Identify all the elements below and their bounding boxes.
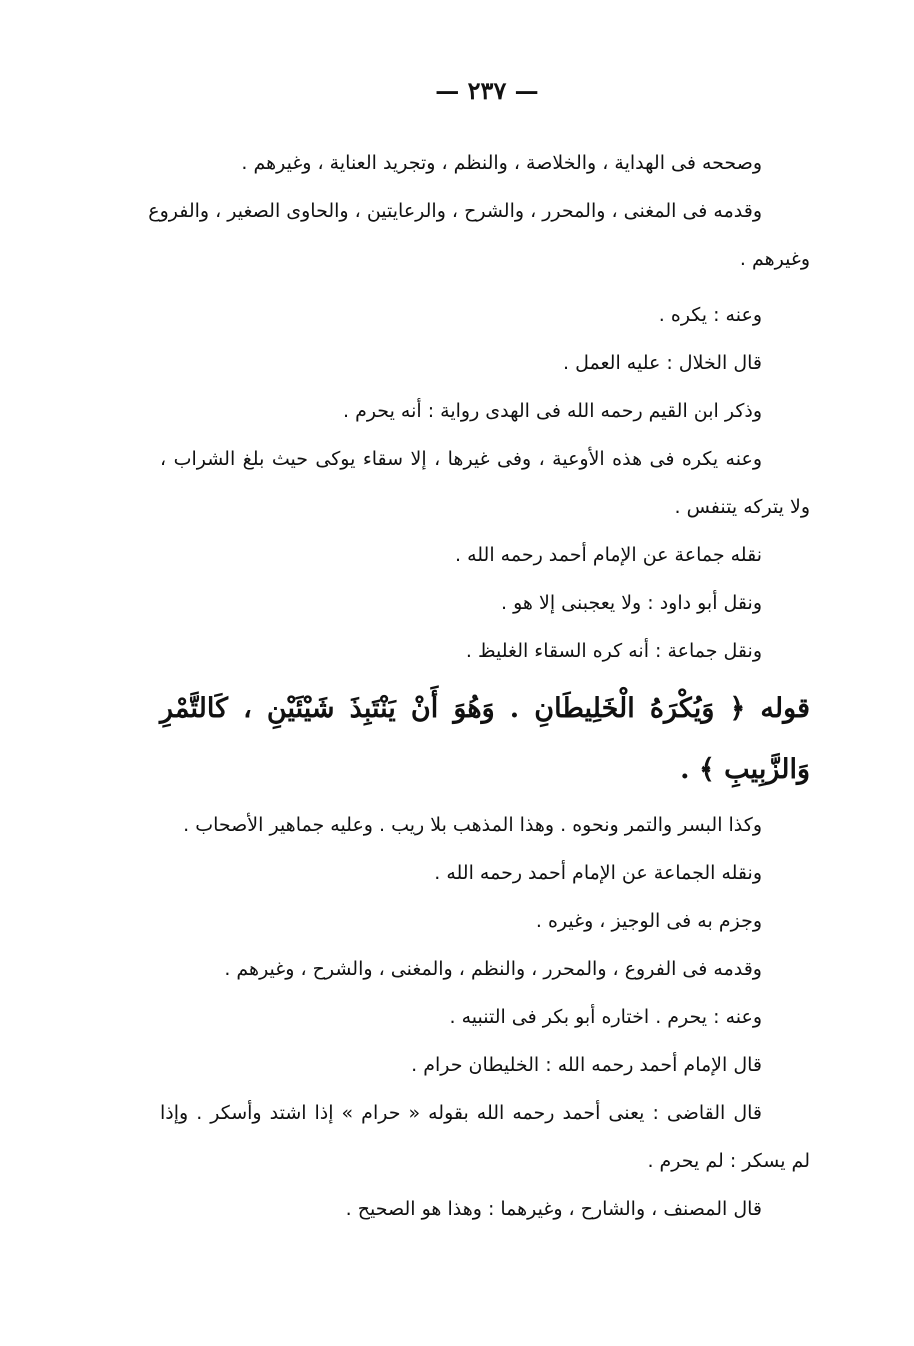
text-line: نقله جماعة عن الإمام أحمد رحمه الله . bbox=[455, 544, 762, 566]
page-number: — ٢٣٧ — bbox=[435, 76, 539, 105]
text-line: وجزم به فى الوجيز ، وغيره . bbox=[535, 910, 762, 932]
text-line: وصححه فى الهداية ، والخلاصة ، والنظم ، وتجريد العناية ، وغيرهم . bbox=[241, 152, 762, 174]
text-line: وغيرهم . bbox=[739, 248, 810, 270]
text-line: وعنه : يكره . bbox=[658, 304, 762, 326]
text-line: ونقل جماعة : أنه كره السقاء الغليظ . bbox=[465, 640, 762, 662]
text-line: وكذا البسر والتمر ونحوه . وهذا المذهب بلا ريب . وعليه جماهير الأصحاب . bbox=[183, 814, 762, 836]
text-line: وعنه : يحرم . اختاره أبو بكر فى التنبيه . bbox=[449, 1006, 762, 1028]
text-line: ونقله الجماعة عن الإمام أحمد رحمه الله . bbox=[434, 862, 762, 884]
text-line: قال المصنف ، والشارح ، وغيرهما : وهذا هو الصحيح . bbox=[345, 1198, 762, 1220]
text-line: ولا يتركه يتنفس . bbox=[674, 496, 810, 518]
text-line: وذكر ابن القيم رحمه الله فى الهدى رواية : أنه يحرم . bbox=[342, 400, 762, 422]
text-line: قال الإمام أحمد رحمه الله : الخليطان حرام . bbox=[411, 1054, 762, 1076]
text-line: وقدمه فى الفروع ، والمحرر ، والنظم ، والمغنى ، والشرح ، وغيرهم . bbox=[224, 958, 762, 980]
quoted-text-line: وَالزَّبِيبِ ﴾ . bbox=[680, 754, 810, 785]
text-line: قال الخلال : عليه العمل . bbox=[563, 352, 762, 374]
text-line: لم يسكر : لم يحرم . bbox=[647, 1150, 810, 1172]
text-line: وعنه يكره فى هذه الأوعية ، وفى غيرها ، إلا سقاء يوكى حيث بلغ الشراب ، bbox=[160, 448, 762, 470]
body-text bbox=[148, 140, 810, 1234]
text-line: وقدمه فى المغنى ، والمحرر ، والشرح ، والرعايتين ، والحاوى الصغير ، والفروع bbox=[148, 200, 762, 222]
text-line: قال القاضى : يعنى أحمد رحمه الله بقوله « حرام » إذا اشتد وأسكر . وإذا bbox=[160, 1102, 762, 1124]
quoted-text-line: قوله ﴿ وَيُكْرَهُ الْخَلِيطَانِ . وَهُوَ أَنْ يَنْتَبِذَ شَيْئَيْنِ ، كَالتَّمْرِ bbox=[160, 693, 810, 724]
text-line: ونقل أبو داود : ولا يعجبنى إلا هو . bbox=[501, 592, 762, 614]
